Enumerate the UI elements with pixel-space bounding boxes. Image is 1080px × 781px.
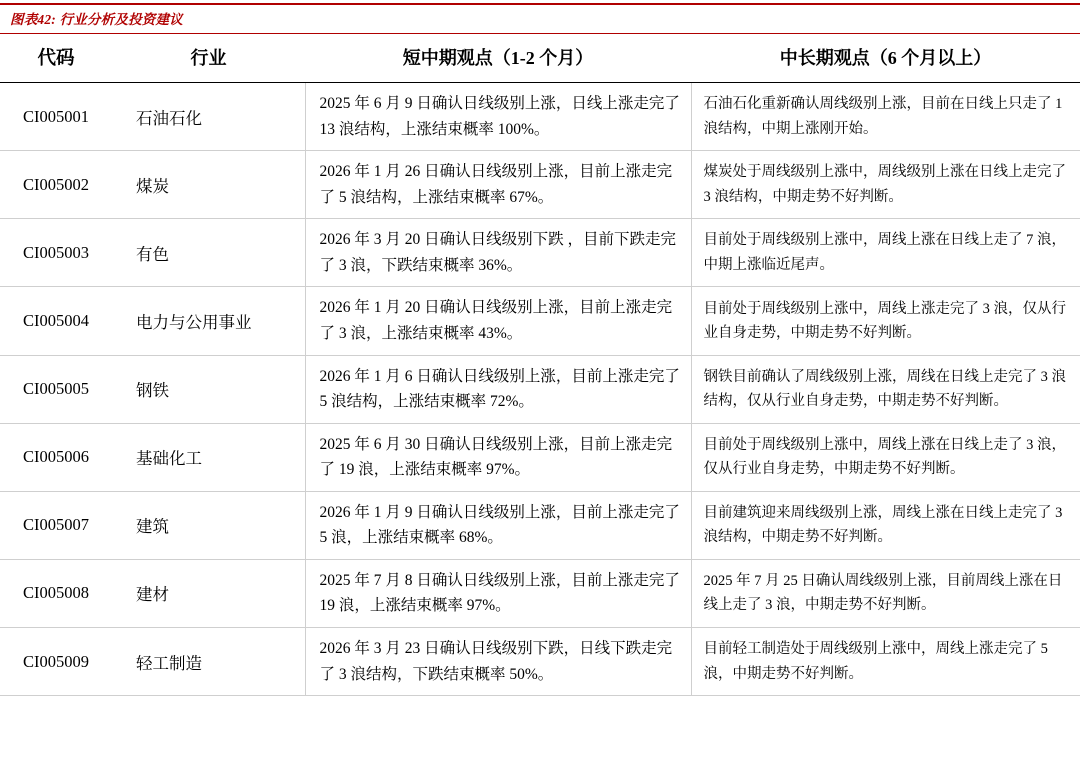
- cell-long-term: 目前处于周线级别上涨中，周线上涨走完了 3 浪，仅从行业自身走势，中期走势不好判断。: [691, 287, 1080, 355]
- cell-code: CI005003: [0, 219, 112, 287]
- cell-code: CI005007: [0, 491, 112, 559]
- column-header-long-term: 中长期观点（6 个月以上）: [691, 34, 1080, 83]
- column-header-industry: 行业: [112, 34, 305, 83]
- cell-code: CI005006: [0, 423, 112, 491]
- table-row: [0, 83, 1080, 151]
- table-row: [0, 491, 1080, 559]
- cell-industry: 煤炭: [112, 151, 305, 219]
- cell-industry: 电力与公用事业: [112, 287, 305, 355]
- cell-short-term: 2026 年 1 月 20 日确认日线级别上涨，目前上涨走完了 3 浪，上涨结束概率 43%。: [305, 287, 691, 355]
- cell-long-term: 目前处于周线级别上涨中，周线上涨在日线上走了 3 浪，仅从行业自身走势，中期走势不好判断。: [691, 423, 1080, 491]
- cell-long-term: 石油石化重新确认周线级别上涨，目前在日线上只走了 1 浪结构，中期上涨刚开始。: [691, 83, 1080, 151]
- cell-short-term: 2026 年 3 月 23 日确认日线级别下跌，日线下跌走完了 3 浪结构，下跌结束概率 50%。: [305, 628, 691, 696]
- column-header-short-term: 短中期观点（1-2 个月）: [305, 34, 691, 83]
- cell-industry: 建筑: [112, 491, 305, 559]
- cell-short-term: 2026 年 1 月 26 日确认日线级别上涨，目前上涨走完了 5 浪结构，上涨结束概率 67%。: [305, 151, 691, 219]
- cell-short-term: 2026 年 1 月 9 日确认日线级别上涨，目前上涨走完了 5 浪，上涨结束概率 68%。: [305, 491, 691, 559]
- cell-short-term: 2026 年 1 月 6 日确认日线级别上涨，目前上涨走完了 5 浪结构，上涨结束概率 72%。: [305, 355, 691, 423]
- cell-long-term: 目前轻工制造处于周线级别上涨中，周线上涨走完了 5 浪，中期走势不好判断。: [691, 628, 1080, 696]
- cell-long-term: 煤炭处于周线级别上涨中，周线级别上涨在日线上走完了 3 浪结构，中期走势不好判断。: [691, 151, 1080, 219]
- cell-code: CI005001: [0, 83, 112, 151]
- table-row: [0, 219, 1080, 287]
- cell-code: CI005002: [0, 151, 112, 219]
- table-row: [0, 423, 1080, 491]
- cell-long-term: 目前处于周线级别上涨中，周线上涨在日线上走了 7 浪，中期上涨临近尾声。: [691, 219, 1080, 287]
- table-row: [0, 287, 1080, 355]
- table-header-row: [0, 34, 1080, 83]
- cell-short-term: 2025 年 7 月 8 日确认日线级别上涨，目前上涨走完了 19 浪，上涨结束概率 97%。: [305, 559, 691, 627]
- table-row: [0, 559, 1080, 627]
- table-row: [0, 151, 1080, 219]
- table-row: [0, 628, 1080, 696]
- document-page: [0, 3, 1080, 781]
- cell-industry: 有色: [112, 219, 305, 287]
- cell-industry: 石油石化: [112, 83, 305, 151]
- cell-industry: 轻工制造: [112, 628, 305, 696]
- industry-analysis-table: [0, 34, 1080, 696]
- cell-industry: 建材: [112, 559, 305, 627]
- figure-caption-text: 图表42: 行业分析及投资建议: [10, 12, 183, 27]
- column-header-code: 代码: [0, 34, 112, 83]
- cell-long-term: 钢铁目前确认了周线级别上涨，周线在日线上走完了 3 浪结构，仅从行业自身走势，中期走势不好判断。: [691, 355, 1080, 423]
- cell-short-term: 2026 年 3 月 20 日确认日线级别下跌 ，目前下跌走完了 3 浪，下跌结束概率 36%。: [305, 219, 691, 287]
- figure-caption-bar: [0, 3, 1080, 34]
- cell-short-term: 2025 年 6 月 9 日确认日线级别上涨，日线上涨走完了 13 浪结构，上涨结束概率 100%。: [305, 83, 691, 151]
- cell-code: CI005004: [0, 287, 112, 355]
- cell-code: CI005005: [0, 355, 112, 423]
- cell-long-term: 2025 年 7 月 25 日确认周线级别上涨，目前周线上涨在日线上走了 3 浪，中期走势不好判断。: [691, 559, 1080, 627]
- cell-short-term: 2025 年 6 月 30 日确认日线级别上涨，目前上涨走完了 19 浪，上涨结束概率 97%。: [305, 423, 691, 491]
- cell-industry: 基础化工: [112, 423, 305, 491]
- cell-code: CI005008: [0, 559, 112, 627]
- cell-code: CI005009: [0, 628, 112, 696]
- table-header: [0, 34, 1080, 83]
- table-row: [0, 355, 1080, 423]
- table-body: [0, 83, 1080, 696]
- cell-industry: 钢铁: [112, 355, 305, 423]
- cell-long-term: 目前建筑迎来周线级别上涨，周线上涨在日线上走完了 3 浪结构，中期走势不好判断。: [691, 491, 1080, 559]
